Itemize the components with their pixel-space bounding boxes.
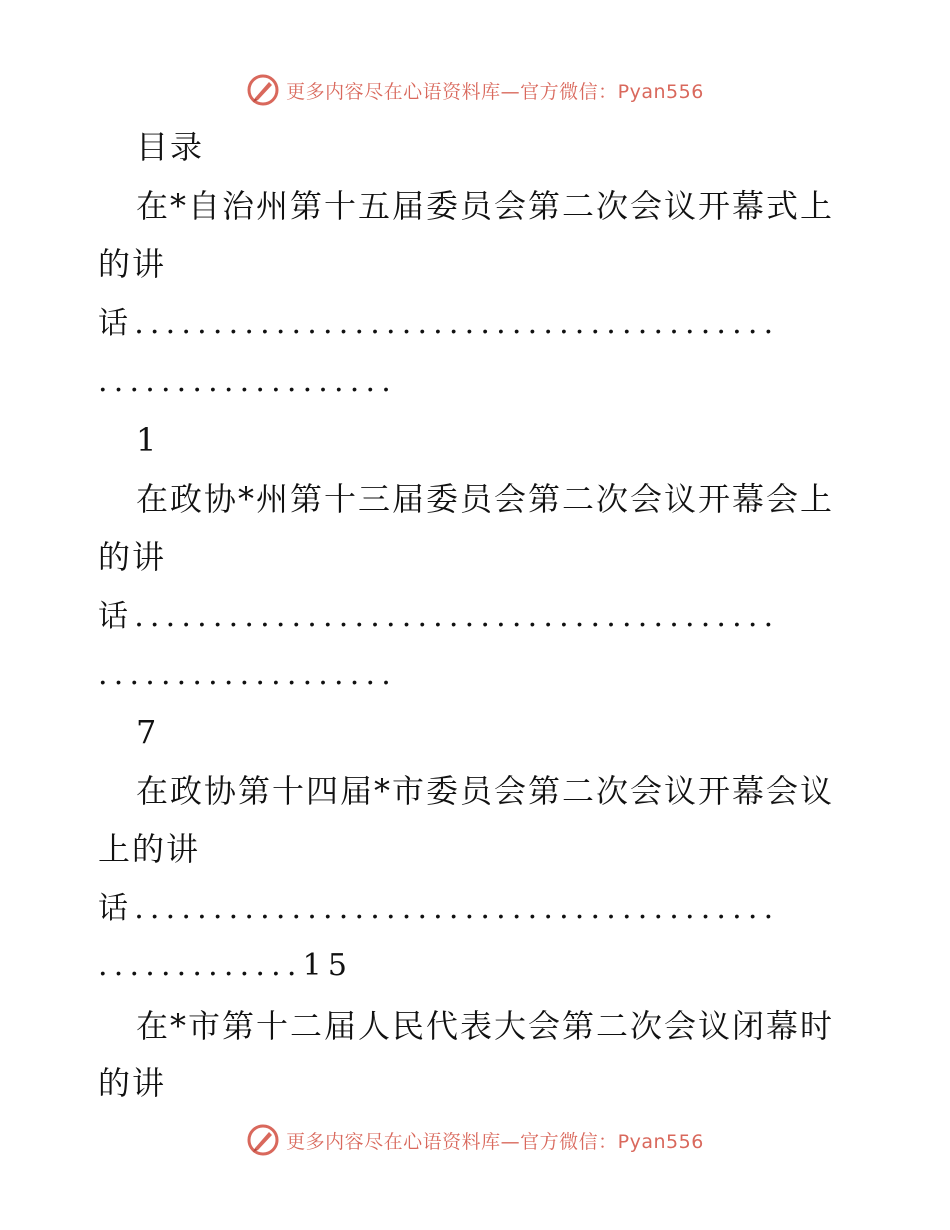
footer-watermark xyxy=(0,1120,950,1160)
toc-entry-title[interactable]: 的讲 xyxy=(98,1064,167,1102)
toc-entry-title[interactable]: 在*自治州第十五届委员会第二次会议开幕式上 xyxy=(136,187,835,225)
toc-entry-leader: 话......................................... xyxy=(98,599,780,634)
toc-entry-title[interactable]: 的讲 xyxy=(98,245,167,283)
watermark-text: 更多内容尽在心语资料库—官方微信：Pyan556 xyxy=(286,80,704,103)
toc-entry-leader: 话......................................... xyxy=(98,306,780,341)
header-watermark xyxy=(0,70,950,110)
toc-entry-leader: .............15 xyxy=(98,948,354,983)
toc-entry-leader: ................... xyxy=(98,657,397,692)
pen-logo-icon xyxy=(246,1123,280,1157)
toc-entry-title[interactable]: 上的讲 xyxy=(98,830,201,868)
toc-entry-page: 7 xyxy=(136,713,159,751)
toc-entry-title[interactable]: 的讲 xyxy=(98,538,167,576)
toc-entry-title[interactable]: 在政协第十四届*市委员会第二次会议开幕会议 xyxy=(136,772,835,810)
toc-entry-page: 1 xyxy=(136,421,159,459)
toc-entry-title[interactable]: 在*市第十二届人民代表大会第二次会议闭幕时 xyxy=(136,1007,835,1045)
pen-logo-icon xyxy=(246,73,280,107)
toc-entry-leader: ................... xyxy=(98,364,397,399)
toc-entry-title[interactable]: 在政协*州第十三届委员会第二次会议开幕会上 xyxy=(136,480,835,518)
toc-entry-leader: 话......................................... xyxy=(98,891,780,926)
toc-heading: 目录 xyxy=(136,128,205,166)
watermark-text: 更多内容尽在心语资料库—官方微信：Pyan556 xyxy=(286,1130,704,1153)
